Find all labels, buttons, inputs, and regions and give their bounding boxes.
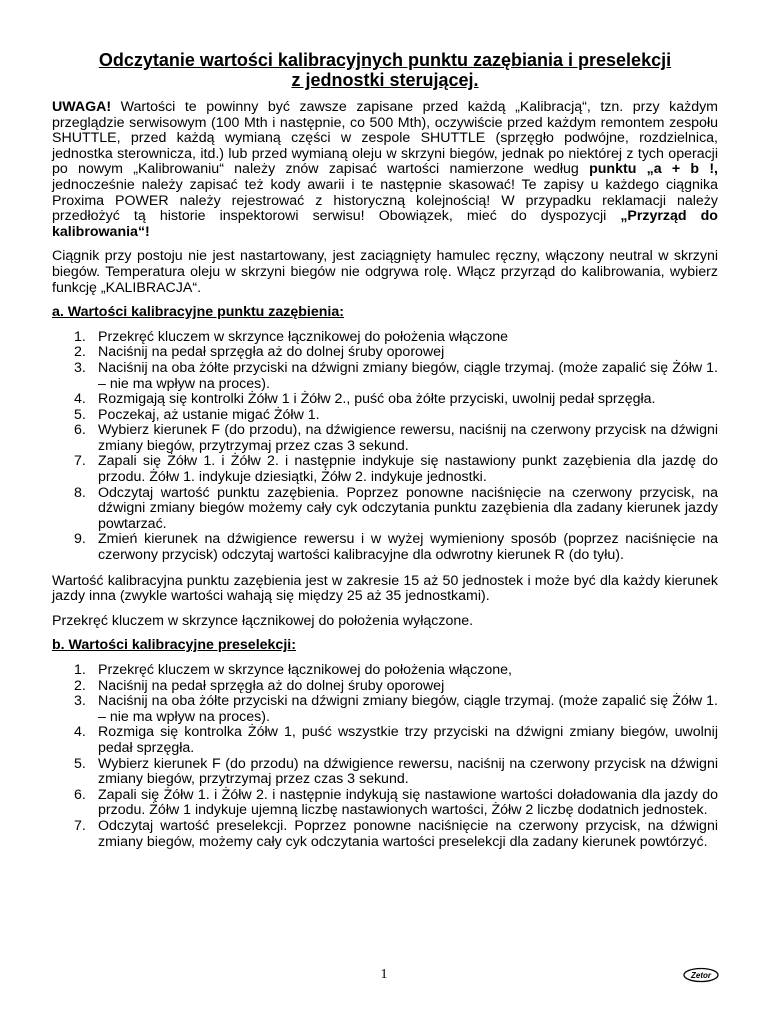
list-item-text: Zmień kierunek na dźwigience rewersu i w wyżej wymieniony sposób (poprzez naciśnięcie na czerwony przycisk) odczytaj wartości kalibracyjne dla odwrotny kierunek R (do tyłu). [98, 531, 718, 564]
list-item-text: Przekręć kluczem w skrzynce łącznikowej do położenia włączone, [98, 662, 512, 678]
section-b-list [52, 663, 718, 850]
list-item [52, 361, 718, 392]
list-item-number: 7. [74, 453, 86, 470]
warning-text-1: Wartości te powinny być zawsze zapisane przed każdą „Kalibracją“, tzn. przy każdym przeglądzie serwisowym (100 Mth i następnie, co 500 Mth), oczywiście przed każdym remontem zespołu SHUTTLE, przed każdą wymianą części w zespole SHUTTLE (sprzęgło podwójne, rozdzielnica, jednostka sterownicza, itd.) lub przed wymianą oleju w skrzyni biegów, jednak po niektórej z tych operacji po nowym „Kalibrowaniu“ należy znów zapisać wartości namierzone według [52, 99, 718, 178]
list-item-number: 4. [74, 724, 86, 741]
warning-bold-2: „Przyrząd do kalibrowania“! [52, 208, 718, 240]
page-title [52, 50, 718, 90]
warning-bold-1: punktu „a + b !, [589, 161, 718, 178]
section-a-list [52, 330, 718, 564]
list-item [52, 694, 718, 725]
list-item-text: Odczytaj wartość punktu zazębienia. Poprzez ponowne naciśnięcie na czerwony przycisk, na dźwigni zmiany biegów możemy cały cyk odczytania punktu zazębienia dla zadany kierunek jazdy powtarzać. [98, 484, 718, 532]
list-item [52, 423, 718, 454]
conditions-paragraph: Ciągnik przy postoju nie jest nastartowany, jest zaciągnięty hamulec ręczny, włączony neutral w skrzyni biegów. Temperatura oleju w skrzyni biegów nie odgrywa rolę. Włącz przyrząd do kalibrowania, wybierz funkcję „KALIBRACJA“. [52, 248, 718, 296]
warning-text-2: jednocześnie należy zapisać też kody awarii i te następnie skasować! Te zapisy u każdego ciągnika Proxima POWER należy rejestrować z historyczną kolejnością! W przypadku reklamacji należy przedłożyć tą historie inspektorowi serwisu! Obowiązek, mieć do dyspozycji [52, 176, 718, 225]
list-item-number: 8. [74, 484, 86, 501]
list-item-number: 5. [74, 755, 86, 772]
list-item [52, 486, 718, 533]
list-item-text: Naciśnij na oba żółte przyciski na dźwigni zmiany biegów, ciągle trzymaj. (może zapalić się Żółw 1. – nie ma wpływ na proces). [98, 693, 718, 725]
list-item-text: Odczytaj wartość preselekcji. Poprzez ponowne naciśnięcie na czerwony przycisk, na dźwigni zmiany biegów, możemy cały cyk odczytania wartości preselekcji dla zadany kierunek powtórzyć. [98, 817, 718, 850]
list-item-text: Naciśnij na pedał sprzęgła aż do dolnej śruby oporowej [98, 677, 445, 694]
list-item-number: 5. [74, 406, 86, 423]
zetor-logo [683, 967, 719, 983]
list-item-number: 3. [74, 359, 86, 376]
document-body [52, 50, 718, 860]
list-item-number: 4. [74, 391, 86, 408]
list-item [52, 345, 718, 361]
range-paragraph: Wartość kalibracyjna punktu zazębienia jest w zakresie 15 aż 50 jednostek i może być dla każdy kierunek jazdy inna (zwykle wartości wahają się między 25 aż 35 jednostkami). [52, 572, 718, 605]
list-item [52, 454, 718, 485]
list-item-number: 2. [74, 677, 86, 694]
list-item [52, 725, 718, 756]
list-item [52, 679, 718, 695]
list-item [52, 330, 718, 346]
section-b-heading: b. Wartości kalibracyjne preselekcji: [52, 637, 296, 654]
title-line-1: Odczytanie wartości kalibracyjnych punktu zazębiania i preselekcji [98, 50, 672, 70]
list-item-number: 2. [74, 344, 86, 361]
section-a-heading: a. Wartości kalibracyjne punktu zazębienia: [52, 304, 344, 321]
list-item-text: Wybierz kierunek F (do przodu) na dźwigience rewersu, naciśnij na czerwony przycisk na dźwigni zmiany biegów, przytrzymaj przez czas 3 sekund. [98, 755, 718, 788]
list-item [52, 663, 718, 679]
list-item-number: 9. [74, 531, 86, 548]
list-item-text: Poczekaj, aż ustanie migać Żółw 1. [98, 406, 320, 423]
list-item-number: 6. [74, 786, 86, 803]
list-item-text: Przekręć kluczem w skrzynce łącznikowej do położenia włączone [98, 328, 509, 345]
list-item [52, 819, 718, 850]
title-line-2: z jednostki sterującej. [291, 70, 479, 90]
list-item-number: 6. [74, 422, 86, 439]
list-item-text: Naciśnij na pedał sprzęgła aż do dolnej śruby oporowej [98, 344, 445, 361]
list-item [52, 408, 718, 424]
list-item-number: 3. [74, 693, 86, 710]
list-item-number: 7. [74, 817, 86, 834]
list-item [52, 757, 718, 788]
warning-paragraph [52, 100, 718, 240]
list-item-text: Rozmigają się kontrolki Żółw 1 i Żółw 2., puść oba żółte przyciski, uwolnij pedał sprzęgła. [98, 391, 656, 408]
list-item-text: Rozmiga się kontrolka Żółw 1, puść wszystkie trzy przyciski na dźwigni zmiany biegów, uwolnij pedał sprzęgła. [98, 724, 718, 756]
list-item [52, 532, 718, 563]
logo-text: Zetor [691, 971, 711, 980]
page-number: 1 [380, 967, 388, 982]
list-item-number: 1. [74, 662, 86, 678]
list-item-number: 1. [74, 328, 86, 345]
switch-off-paragraph: Przekręć kluczem w skrzynce łącznikowej do położenia wyłączone. [52, 612, 474, 629]
list-item-text: Wybierz kierunek F (do przodu), na dźwigience rewersu, naciśnij na czerwony przycisk na dźwigni zmiany biegów, przytrzymaj przez czas 3 sekund. [98, 422, 718, 454]
warning-label: UWAGA! [52, 99, 112, 115]
list-item-text: Naciśnij na oba żółte przyciski na dźwigni zmiany biegów, ciągle trzymaj. (może zapalić się Żółw 1. – nie ma wpływ na proces). [98, 359, 718, 392]
list-item-text: Zapali się Żółw 1. i Żółw 2. i następnie indykuje się nastawiony punkt zazębienia dla jazdę do przodu. Żółw 1. indykuje dziesiątki, Żółw 2. indykuje jednostki. [98, 453, 718, 486]
list-item-text: Zapali się Żółw 1. i Żółw 2. i następnie indykują się nastawione wartości doładowania dla jazdy do przodu. Żółw 1 indykuje ujemną liczbę nastawionych wartości, Żółw 2 liczbę dodatnich jednostek. [98, 786, 718, 819]
list-item [52, 392, 718, 408]
list-item [52, 788, 718, 819]
